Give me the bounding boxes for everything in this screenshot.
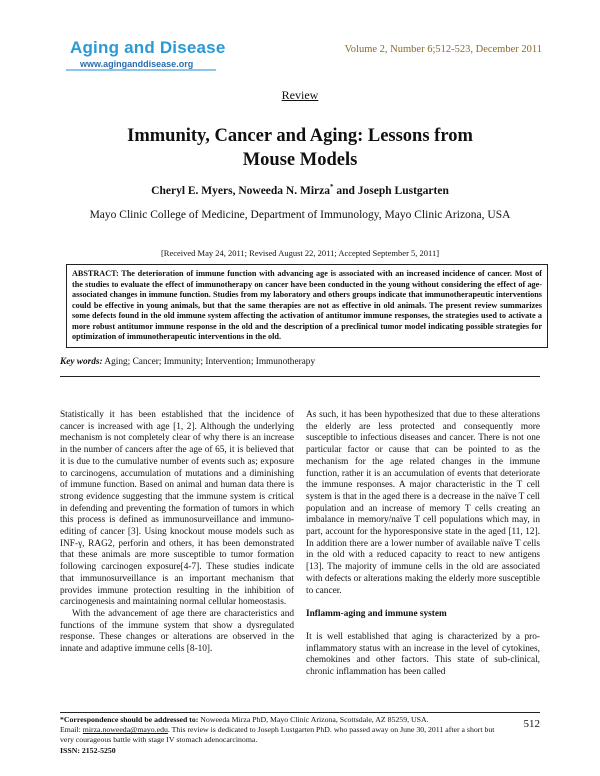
article-type-label: Review xyxy=(281,88,319,102)
received-dates: [Received May 24, 2011; Revised August 22, 2011; Accepted September 5, 2011] xyxy=(160,248,440,258)
corresponding-marker: * xyxy=(330,183,334,191)
abstract-box: ABSTRACT: The deterioration of immune function with advancing age is associated with an increased incidence of cancer. Most of the studies to evaluate the effect of immunotherapy on cancer have been conducted in the young without considering the effect of age-associated changes in immune function. Studies from my laboratory and others groups indicate that immunotherapeutic interventions could be effective in young animals, but that the same therapies are not as effective in old animals. The present review summarizes some defects found in the old immune system affecting the activation of antitumor immune responses, the strategies used to activate a more robust antitumor immune response in the old and the description of a preclinical tumor model indicating possible strategies for optimization of immunotherapeutic interventions in the old. xyxy=(66,264,548,348)
title-line-1: Immunity, Cancer and Aging: Lessons from xyxy=(127,126,473,146)
issn-line xyxy=(60,746,500,756)
correspondence-text: Noweeda Mirza PhD, Mayo Clinic Arizona, Scottsdale, AZ 85259, USA. xyxy=(198,715,429,724)
right-paragraph-1: As such, it has been hypothesized that due to these alterations the elderly are less protected and consequently more susceptible to infectious diseases and cancer. There is not one particular factor or cause that can be pointed to as the mechanism for the age related changes in the immune function, rather it is an accumulation of events that deteriorate the immune responses. A major characteristic in the T cell system is that in the aged there is a decrease in the naïve T cell population and an increase of memory T cells creating an imbalance in memory/naïve T cell populations which may, in part, account for the hyporesponsive state in the aged [11, 12]. In addition there are a lower number of available naïve T cells in the old with a reduced capacity to react to new antigens [13]. The majority of immune cells in the old are associated with defects or alterations making the elderly more susceptible to cancer. xyxy=(306,410,540,596)
keywords xyxy=(60,357,540,367)
authors-part-2: and Joseph Lustgarten xyxy=(333,184,449,197)
right-column xyxy=(306,410,540,679)
email-link[interactable]: mirza.noweeda@mayo.edu xyxy=(82,725,168,735)
article-title xyxy=(60,124,540,172)
dedication-text: . This review is dedicated to Joseph Lustgarten PhD. who passed away on June 30, 2011 after a short but very courageous battle with stage IV stomach adenocarcinoma. xyxy=(60,725,495,745)
right-paragraph-2: It is well established that aging is characterized by a pro-inflammatory status with an increase in the level of cytokines, chemokines and other factors. This state of sub-clinical, chronic inflammation has been called xyxy=(306,631,540,678)
issn: ISSN: 2152-5250 xyxy=(60,745,116,755)
correspondence-label: *Correspondence should be addressed to: xyxy=(60,715,199,724)
left-column xyxy=(60,410,294,656)
keywords-text: Aging; Cancer; Immunity; Intervention; Immunotherapy xyxy=(102,357,316,367)
footnote-divider xyxy=(60,712,540,713)
journal-url[interactable]: www.aginganddisease.org xyxy=(80,59,194,69)
left-paragraph-1: Statistically it has been established that the incidence of cancer is increased with age [1, 2]. Although the underlying mechanism is not completely clear of why there is an increase in the number of cancers after the age of 65, it is believed that it is due to the cumulative number of events such as; exposure to carcinogens, accumulation of mutations and a diminishing of immune function. Based on animal and human data there is strong evidence suggesting that the immune system is critical in defending and preventing the formation of tumors in which this process is defined as immunosurveillance and immuno-editing of cancer [3]. Using knockout mouse models such as INF-γ, RAG2, perforin and others, it has been demonstrated that these animals are more susceptible to tumor formation following carcinogen exposure[4-7]. These studies indicate that immunosurveillance is an important mechanism that provides immune protection resulting in the inhibition of carcinogenesis and maintaining normal cellular homeostasis. xyxy=(60,410,294,608)
footnote xyxy=(60,715,500,756)
article-type xyxy=(0,88,600,103)
correspondence-line xyxy=(60,715,500,725)
authors-part-1: Cheryl E. Myers, Noweeda N. Mirza xyxy=(151,184,330,197)
volume-info: Volume 2, Number 6;512-523, December 2011 xyxy=(344,44,542,55)
journal-logo-underline xyxy=(66,69,216,71)
keywords-divider xyxy=(60,376,540,377)
email-line xyxy=(60,725,500,745)
keywords-label: Key words: xyxy=(60,357,103,367)
email-label: Email: xyxy=(60,725,83,735)
left-paragraph-2: With the advancement of age there are characteristics and functions of the immune system that show a dysregulated response. These changes or alterations are observed in the innate and adaptive immune cells [8-10]. xyxy=(60,608,294,655)
affiliation: Mayo Clinic College of Medicine, Department of Immunology, Mayo Clinic Arizona, USA xyxy=(89,209,511,221)
author-list xyxy=(0,183,600,197)
section-heading: Inflamm-aging and immune system xyxy=(306,609,447,620)
journal-name: Aging and Disease xyxy=(70,38,226,57)
title-line-2: Mouse Models xyxy=(242,150,358,170)
page-number: 512 xyxy=(523,718,540,730)
